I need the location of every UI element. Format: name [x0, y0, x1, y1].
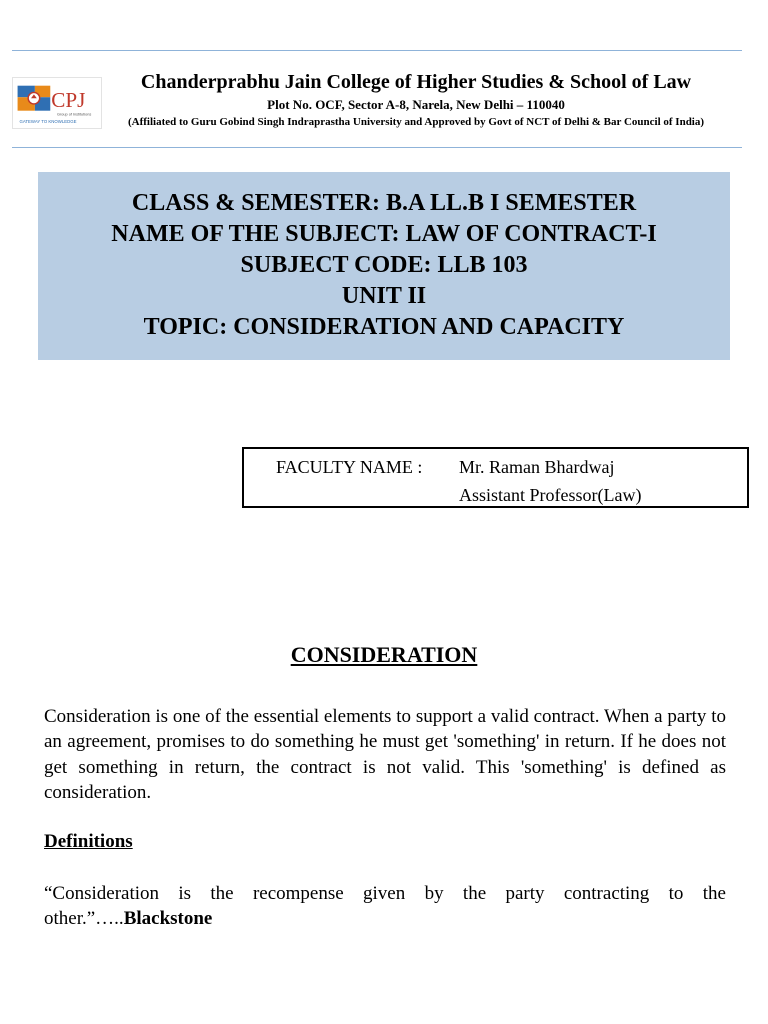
header-top-rule	[12, 50, 742, 51]
consideration-paragraph: Consideration is one of the essential elements to support a valid contract. When a party to an agreement, promises to do something he must get 'something' in return. If he does not get something in return, the contract is not valid. This 'something' is defined as consideration.	[44, 706, 726, 803]
quote-author: Blackstone	[123, 908, 213, 930]
subject-name-line: NAME OF THE SUBJECT: LAW OF CONTRACT-I	[111, 221, 657, 247]
course-info-box	[38, 172, 730, 360]
header-text-block	[104, 68, 728, 129]
quote-text: “Consideration is the recompense given by the party contracting to the other.”…..	[44, 883, 726, 930]
header-bottom-rule	[12, 147, 742, 148]
college-name: Chanderprabhu Jain College of Higher Studies & School of Law	[140, 71, 692, 93]
topic-line: TOPIC: CONSIDERATION AND CAPACITY	[143, 314, 625, 340]
logo-tagline: GATEWAY TO KNOWLEDGE	[19, 119, 77, 125]
college-logo	[12, 77, 102, 129]
faculty-name: Mr. Raman Bhardwaj	[459, 457, 615, 477]
definitions-heading: Definitions	[44, 831, 133, 852]
svg-text:Group of Institutions: Group of Institutions	[57, 112, 92, 117]
faculty-label: FACULTY NAME :	[276, 457, 423, 477]
class-semester-line: CLASS & SEMESTER: B.A LL.B I SEMESTER	[131, 190, 637, 216]
logo-text: CPJ	[51, 87, 86, 112]
college-address: Plot No. OCF, Sector A-8, Narela, New Delhi – 110040	[267, 97, 565, 112]
definition-quote	[44, 881, 726, 932]
college-affiliation: (Affiliated to Guru Gobind Singh Indraprastha University and Approved by Govt of NCT of Delhi & Bar Council of India)	[127, 116, 705, 128]
unit-line: UNIT II	[341, 283, 427, 309]
faculty-box	[242, 447, 749, 508]
section-heading: CONSIDERATION	[290, 642, 478, 667]
faculty-designation: Assistant Professor(Law)	[459, 485, 642, 505]
subject-code-line: SUBJECT CODE: LLB 103	[240, 252, 528, 278]
